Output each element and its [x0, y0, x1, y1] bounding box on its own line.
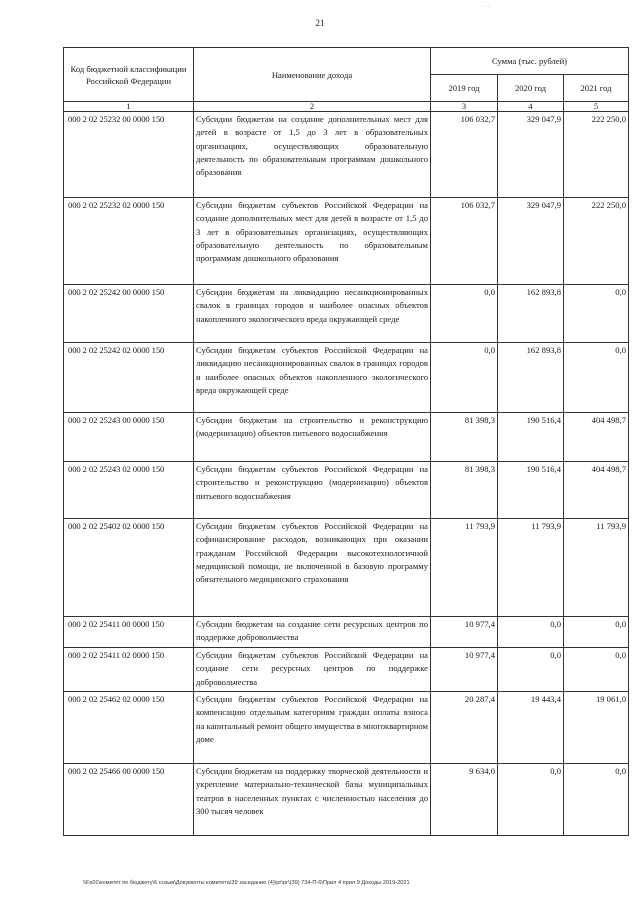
page-number: 21 — [315, 18, 325, 28]
row-value-2020: 329 047,9 — [498, 112, 564, 198]
row-value-2019: 10 977,4 — [431, 648, 498, 692]
row-value-2019: 11 793,9 — [431, 519, 498, 617]
row-code: 000 2 02 25402 02 0000 150 — [64, 519, 194, 617]
table-row — [64, 112, 629, 198]
row-value-2019: 20 287,4 — [431, 692, 498, 764]
row-code: 000 2 02 25466 00 0000 150 — [64, 764, 194, 836]
row-code: 000 2 02 25243 00 0000 150 — [64, 413, 194, 462]
row-name: Субсидии бюджетам субъектов Российской Федерации на создание дополнительных мест для детей в возрасте от 1,5 до 3 лет в образовательных организациях, осуществляющих образовательную деятельность по образовательным программам дошкольного образования — [194, 198, 431, 285]
revenue-table — [63, 47, 629, 836]
row-code: 000 2 02 25242 02 0000 150 — [64, 343, 194, 413]
row-value-2020: 190 516,4 — [498, 413, 564, 462]
row-name: Субсидии бюджетам на создание сети ресурсных центров по поддержке добровольчества — [194, 617, 431, 648]
row-value-2019: 10 977,4 — [431, 617, 498, 648]
col-number-1: 1 — [64, 102, 194, 112]
row-value-2021: 404 498,7 — [564, 413, 629, 462]
row-value-2019: 81 398,3 — [431, 462, 498, 519]
row-value-2020: 190 516,4 — [498, 462, 564, 519]
header-code: Код бюджетной классификации Российской Федерации — [64, 48, 194, 102]
row-value-2021: 222 250,0 — [564, 198, 629, 285]
table-row — [64, 413, 629, 462]
footer-file-path: \\Fs01\комитет по бюджету\6 созыв\Документы комитета\39 заседание (4)\рг\рг\(39) 734-П-6\Прил 4 прил 9 Доходы 2019-2021 — [83, 880, 410, 886]
row-value-2021: 19 061,0 — [564, 692, 629, 764]
row-name: Субсидии бюджетам субъектов Российской Федерации на компенсацию отдельным категориям граждан оплаты взноса на капитальный ремонт общего имущества в многоквартирном доме — [194, 692, 431, 764]
row-code: 000 2 02 25232 02 0000 150 — [64, 198, 194, 285]
row-value-2019: 9 634,0 — [431, 764, 498, 836]
row-value-2021: 11 793,9 — [564, 519, 629, 617]
row-name: Субсидии бюджетам субъектов Российской Федерации на ликвидацию несанкционированных свалок в границах городов и наиболее опасных объектов накопленного экологического вреда окружающей среде — [194, 343, 431, 413]
row-value-2020: 0,0 — [498, 617, 564, 648]
header-year-2021: 2021 год — [564, 75, 629, 102]
row-value-2020: 162 893,8 — [498, 285, 564, 343]
table-row — [64, 285, 629, 343]
row-name: Субсидии бюджетам на ликвидацию несанкционированных свалок в границах городов и наиболее опасных объектов накопленного экологического вреда окружающей среде — [194, 285, 431, 343]
table-row — [64, 519, 629, 617]
row-name: Субсидии бюджетам субъектов Российской Федерации на софинансирование расходов, возникающих при оказании гражданам Российской Федерации высокотехнологичной медицинской помощи, не включенной в базовую программу обязательного медицинского страхования — [194, 519, 431, 617]
row-value-2019: 106 032,7 — [431, 198, 498, 285]
table-row — [64, 462, 629, 519]
header-sum: Сумма (тыс. рублей) — [431, 48, 629, 75]
row-name: Субсидии бюджетам субъектов Российской Федерации на строительство и реконструкцию (модернизацию) объектов питьевого водоснабжения — [194, 462, 431, 519]
row-code: 000 2 02 25411 00 0000 150 — [64, 617, 194, 648]
table-row — [64, 648, 629, 692]
row-value-2019: 106 032,7 — [431, 112, 498, 198]
table-row — [64, 617, 629, 648]
row-value-2020: 162 893,8 — [498, 343, 564, 413]
table-row — [64, 343, 629, 413]
table-row — [64, 764, 629, 836]
row-value-2020: 0,0 — [498, 764, 564, 836]
col-number-2: 2 — [194, 102, 431, 112]
row-value-2021: 404 498,7 — [564, 462, 629, 519]
table-row — [64, 692, 629, 764]
row-value-2021: 0,0 — [564, 764, 629, 836]
row-value-2020: 329 047,9 — [498, 198, 564, 285]
scan-corner-mark: · · · — [481, 4, 490, 10]
row-value-2021: 0,0 — [564, 617, 629, 648]
row-value-2021: 0,0 — [564, 343, 629, 413]
col-number-3: 3 — [431, 102, 498, 112]
row-code: 000 2 02 25232 00 0000 150 — [64, 112, 194, 198]
row-value-2020: 19 443,4 — [498, 692, 564, 764]
row-name: Субсидии бюджетам на поддержку творческой деятельности и укрепление материально-технической базы муниципальных театров в населенных пунктах с численностью населения до 300 тысяч человек — [194, 764, 431, 836]
header-year-2019: 2019 год — [431, 75, 498, 102]
row-value-2019: 0,0 — [431, 343, 498, 413]
row-code: 000 2 02 25242 00 0000 150 — [64, 285, 194, 343]
row-value-2020: 0,0 — [498, 648, 564, 692]
header-year-2020: 2020 год — [498, 75, 564, 102]
row-name: Субсидии бюджетам на создание дополнительных мест для детей в возрасте от 1,5 до 3 лет в образовательных организациях, осуществляющих образовательную деятельность по образовательным программам дошкольного образования — [194, 112, 431, 198]
col-number-5: 5 — [564, 102, 629, 112]
header-name: Наименование дохода — [194, 48, 431, 102]
row-name: Субсидии бюджетам на строительство и реконструкцию (модернизацию) объектов питьевого водоснабжения — [194, 413, 431, 462]
row-value-2021: 0,0 — [564, 648, 629, 692]
row-value-2021: 222 250,0 — [564, 112, 629, 198]
row-name: Субсидии бюджетам субъектов Российской Федерации на создание сети ресурсных центров по поддержке добровольчества — [194, 648, 431, 692]
row-code: 000 2 02 25411 02 0000 150 — [64, 648, 194, 692]
row-value-2021: 0,0 — [564, 285, 629, 343]
table-row — [64, 198, 629, 285]
row-value-2020: 11 793,9 — [498, 519, 564, 617]
row-code: 000 2 02 25462 02 0000 150 — [64, 692, 194, 764]
col-number-4: 4 — [498, 102, 564, 112]
row-value-2019: 81 398,3 — [431, 413, 498, 462]
row-value-2019: 0,0 — [431, 285, 498, 343]
row-code: 000 2 02 25243 02 0000 150 — [64, 462, 194, 519]
